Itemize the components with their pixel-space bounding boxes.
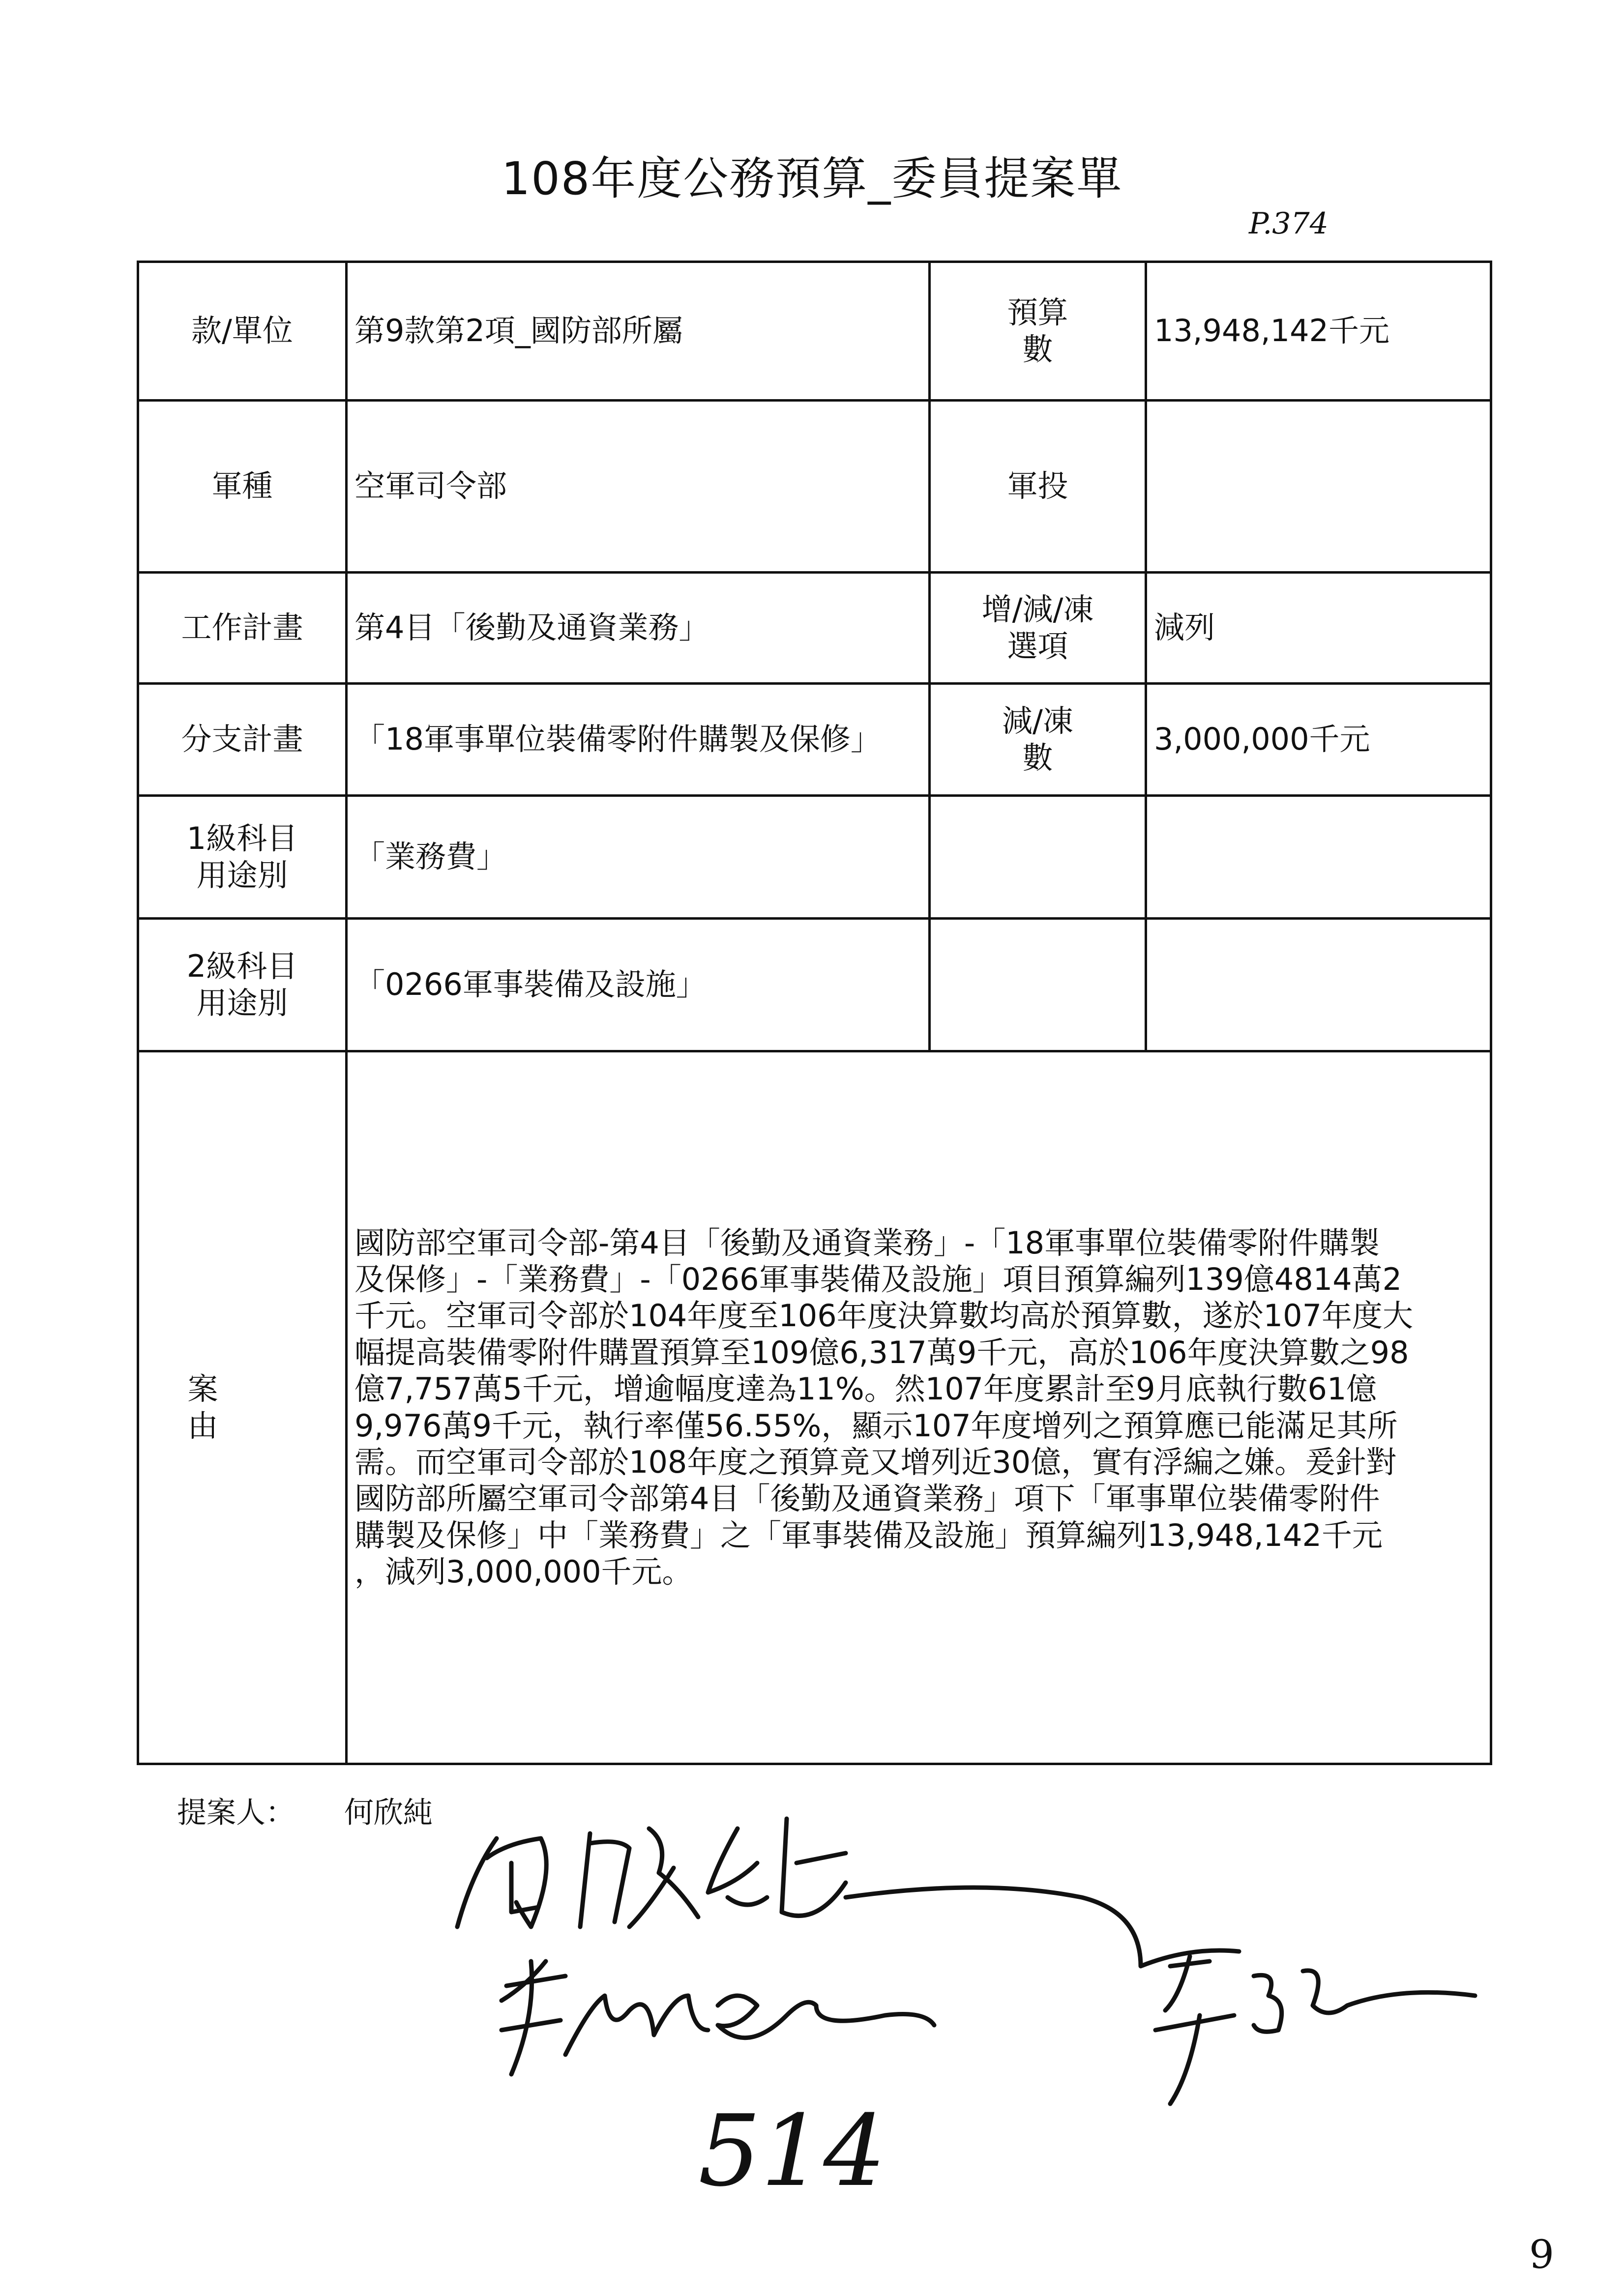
branch-value: 空軍司令部: [347, 401, 930, 573]
signature-stroke: [718, 1996, 934, 2038]
military-investment-label: 軍投: [930, 401, 1146, 573]
row-level1: [138, 796, 1491, 919]
reason-line: 億7,757萬5千元，增逾幅度達為11%。然107年度累計至9月底執行數61億: [354, 1371, 1377, 1407]
reason-line: 國防部空軍司令部-第4目「後勤及通資業務」-「18軍事單位裝備零附件購製: [354, 1224, 1380, 1261]
proposer: [177, 1789, 433, 1831]
signature-stroke: [502, 1961, 565, 2074]
level1-empty-b: [1146, 796, 1491, 919]
branch-label: 軍種: [138, 401, 347, 573]
budget-amount-label-text: 預算 數: [1007, 294, 1068, 367]
handwritten-number: 514: [698, 2094, 886, 2209]
level2-empty-b: [1146, 919, 1491, 1051]
reason-line: 9,976萬9千元，執行率僅56.55%，顯示107年度增列之預算應已能滿足其所: [354, 1407, 1398, 1444]
subplan-label: 分支計畫: [138, 684, 347, 796]
level1-label-text: 1級科目 用途別: [186, 820, 298, 893]
page-title: 108年度公務預算_委員提案單: [501, 152, 1123, 205]
row-subplan: [138, 684, 1491, 796]
reason-line: 及保修」-「業務費」-「0266軍事裝備及設施」項目預算編列139億4814萬2: [354, 1261, 1402, 1297]
row-plan: [138, 573, 1491, 684]
level1-empty-a: [930, 796, 1146, 919]
signature-stroke: [487, 1838, 546, 1927]
level2-label-text: 2級科目 用途別: [186, 948, 298, 1021]
reason-line: 幅提高裝備零附件購置預算至109億6,317萬9千元，高於106年度決算數之98: [354, 1334, 1409, 1370]
handwritten-signatures: [443, 1799, 1524, 2123]
budget-amount-value: 13,948,142千元: [1146, 262, 1491, 401]
budget-amount-label: [930, 262, 1146, 401]
row-branch: [138, 401, 1491, 573]
signature-stroke: [629, 1829, 698, 1927]
option-label-text: 增/減/凍 選項: [981, 591, 1094, 664]
level1-label: [138, 796, 347, 919]
row-unit: [138, 262, 1491, 401]
work-plan-label: 工作計畫: [138, 573, 347, 684]
signature-stroke: [846, 1888, 1239, 1966]
level1-value: 「業務費」: [347, 796, 930, 919]
signature-stroke: [782, 1819, 846, 1916]
row-level2: [138, 919, 1491, 1051]
page-reference: P.374: [1249, 206, 1329, 241]
level2-empty-a: [930, 919, 1146, 1051]
proposer-label: 提案人：: [177, 1796, 295, 1830]
level2-label: [138, 919, 347, 1051]
reason-line: 國防部所屬空軍司令部第4目「後勤及通資業務」項下「軍事單位裝備零附件: [354, 1481, 1380, 1517]
signature-stroke: [708, 1829, 767, 1905]
subplan-value: 「18軍事單位裝備零附件購製及保修」: [347, 684, 930, 796]
signature-stroke: [1155, 1956, 1234, 2104]
option-value: 減列: [1146, 573, 1491, 684]
row-reason: [138, 1051, 1491, 1764]
reason-text: [347, 1051, 1491, 1764]
signature-stroke: [565, 1996, 708, 2055]
reason-line: ，減列3,000,000千元。: [354, 1554, 693, 1590]
reduction-amount-value: 3,000,000千元: [1146, 684, 1491, 796]
proposer-name: 何欣純: [344, 1796, 433, 1830]
level2-value: 「0266軍事裝備及設施」: [347, 919, 930, 1051]
reason-line: 需。而空軍司令部於108年度之預算竟又增列近30億，實有浮編之嫌。爰針對: [354, 1444, 1397, 1480]
signature-stroke: [457, 1838, 497, 1927]
signature-stroke: [1303, 1971, 1475, 2013]
signature-stroke: [580, 1833, 629, 1927]
reason-line: 購製及保修」中「業務費」之「軍事裝備及設施」預算編列13,948,142千元: [354, 1517, 1383, 1553]
page-number: 9: [1529, 2232, 1554, 2277]
option-label: [930, 573, 1146, 684]
reduction-amount-label: [930, 684, 1146, 796]
signature-stroke: [1254, 1975, 1282, 2032]
reason-label: 案由: [138, 1051, 347, 1764]
proposal-form-table: [137, 261, 1492, 1765]
unit-value: 第9款第2項_國防部所屬: [347, 262, 930, 401]
reason-line: 千元。空軍司令部於104年度至106年度決算數均高於預算數，遂於107年度大: [354, 1298, 1414, 1334]
work-plan-value: 第4目「後勤及通資業務」: [347, 573, 930, 684]
unit-label: 款/單位: [138, 262, 347, 401]
military-investment-value: [1146, 401, 1491, 573]
reduction-amount-label-text: 減/凍 數: [1002, 703, 1073, 776]
